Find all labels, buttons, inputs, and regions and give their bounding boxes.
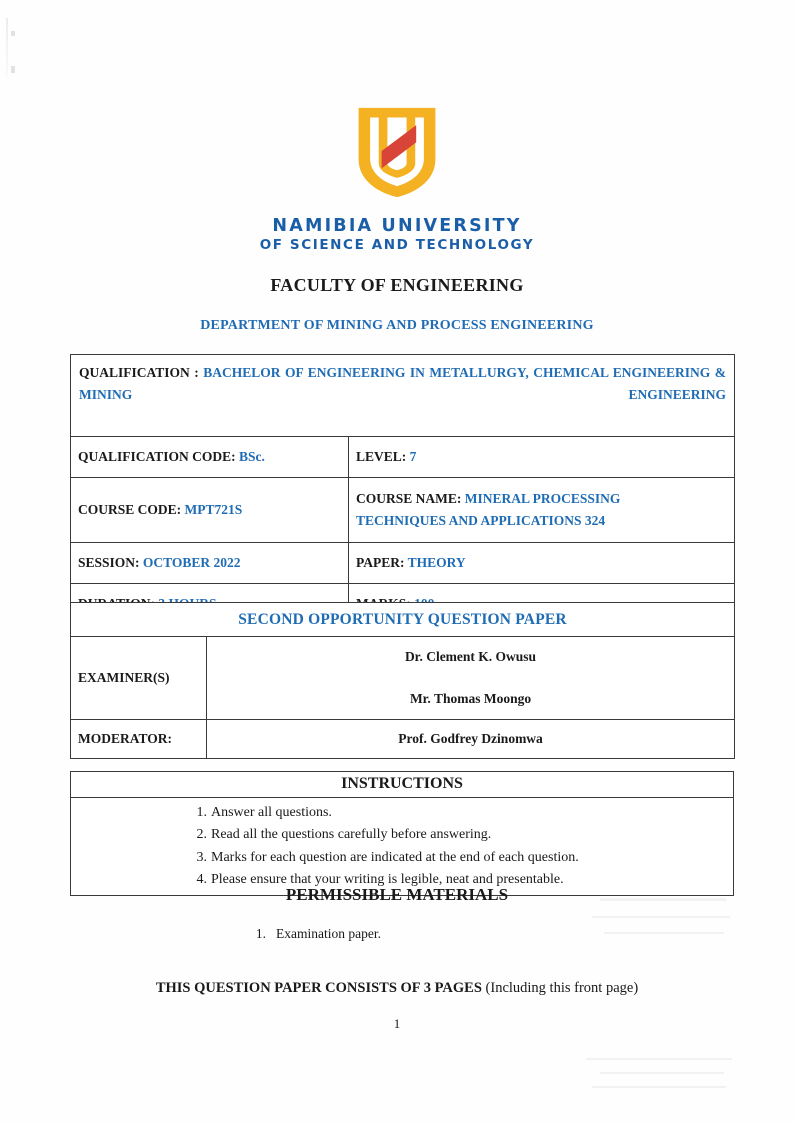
scan-artifact-mark	[11, 66, 15, 73]
instruction-number: 4.	[196, 872, 207, 888]
course-code-value: MPT721S	[184, 501, 243, 517]
qualification-code-value: BSc.	[239, 448, 265, 464]
instruction-text: Please ensure that your writing is legible, neat and presentable.	[211, 872, 564, 888]
page-number: 1	[393, 1016, 401, 1031]
table-row-moderator	[71, 720, 735, 759]
course-name-label: COURSE NAME:	[356, 490, 462, 506]
moderator-label: MODERATOR:	[71, 720, 207, 759]
course-code-cell	[71, 477, 349, 542]
course-name-value-1: MINERAL PROCESSING	[464, 490, 621, 506]
qualification-code-cell	[71, 436, 349, 477]
examiners-names-cell	[207, 637, 735, 720]
paper-value: THEORY	[407, 554, 466, 570]
institution-wordmark	[260, 216, 535, 254]
scan-smudge	[592, 1086, 726, 1088]
instruction-text: Marks for each question are indicated at the end of each question.	[211, 849, 579, 865]
instruction-text: Answer all questions.	[211, 805, 332, 820]
institution-logo-block	[0, 104, 794, 254]
qualification-value: BACHELOR OF ENGINEERING IN METALLURGY, CHEMICAL ENGINEERING & MINING ENGINEERING	[79, 365, 727, 402]
course-name-value-2: TECHNIQUES AND APPLICATIONS 324	[356, 512, 606, 528]
examiner-moderator-table	[70, 602, 735, 759]
wordmark-line-1: NAMIBIA UNIVERSITY	[272, 216, 522, 236]
level-label: LEVEL:	[356, 448, 407, 464]
session-value: OCTOBER 2022	[142, 554, 241, 570]
course-name-line-1	[356, 488, 727, 510]
paper-cell	[349, 542, 735, 583]
session-label: SESSION:	[78, 554, 140, 570]
faculty-heading: FACULTY OF ENGINEERING	[270, 275, 524, 295]
material-number: 1.	[255, 926, 266, 941]
table-row-course	[71, 477, 735, 542]
scan-smudge	[586, 1058, 732, 1060]
table-row-paper-title	[71, 603, 735, 637]
permissible-materials-title: PERMISSIBLE MATERIALS	[285, 885, 509, 904]
page-count-note	[0, 980, 794, 997]
material-text: Examination paper.	[276, 926, 381, 941]
question-paper-title: SECOND OPPORTUNITY QUESTION PAPER	[71, 603, 735, 637]
page-count-normal: (Including this front page)	[481, 980, 639, 996]
qualification-code-label: QUALIFICATION CODE:	[78, 448, 236, 464]
instruction-number: 1.	[196, 805, 207, 820]
qualification-cell	[71, 355, 735, 437]
level-cell	[349, 436, 735, 477]
instructions-box	[70, 771, 734, 896]
instructions-title: INSTRUCTIONS	[71, 772, 733, 798]
qualification-label: QUALIFICATION :	[79, 365, 199, 380]
level-value: 7	[409, 448, 417, 464]
instruction-number: 2.	[196, 827, 207, 843]
paper-label: PAPER:	[356, 554, 405, 570]
course-name-cell	[349, 477, 735, 542]
list-item	[71, 824, 733, 846]
table-row-qualification	[71, 355, 735, 437]
course-code-label: COURSE CODE:	[78, 501, 182, 517]
examiner-name-2: Mr. Thomas Moongo	[409, 691, 532, 707]
permissible-materials-list	[0, 924, 794, 944]
table-row-examiners	[71, 637, 735, 720]
scan-smudge	[600, 1072, 724, 1074]
table-row-code-level	[71, 436, 735, 477]
table-row-session-paper	[71, 542, 735, 583]
session-cell	[71, 542, 349, 583]
scan-artifact-mark	[11, 31, 15, 36]
list-item	[0, 924, 794, 944]
wordmark-line-2: OF SCIENCE AND TECHNOLOGY	[259, 237, 535, 254]
page-count-bold: THIS QUESTION PAPER CONSISTS OF 3 PAGES	[155, 980, 482, 996]
examiners-label: EXAMINER(S)	[71, 637, 207, 720]
qualification-details-table	[70, 354, 735, 625]
department-heading: DEPARTMENT OF MINING AND PROCESS ENGINEERING	[200, 318, 594, 333]
moderator-name: Prof. Godfrey Dzinomwa	[207, 720, 735, 759]
examiner-name-1: Dr. Clement K. Owusu	[404, 649, 537, 665]
instruction-number: 3.	[196, 849, 207, 865]
scan-smudge	[592, 916, 730, 918]
instructions-list	[71, 798, 733, 895]
scan-artifact-edge	[6, 18, 8, 78]
instruction-text: Read all the questions carefully before answering.	[211, 827, 492, 843]
nust-shield-logo-icon	[349, 104, 445, 200]
list-item	[71, 847, 733, 869]
list-item	[71, 802, 733, 824]
